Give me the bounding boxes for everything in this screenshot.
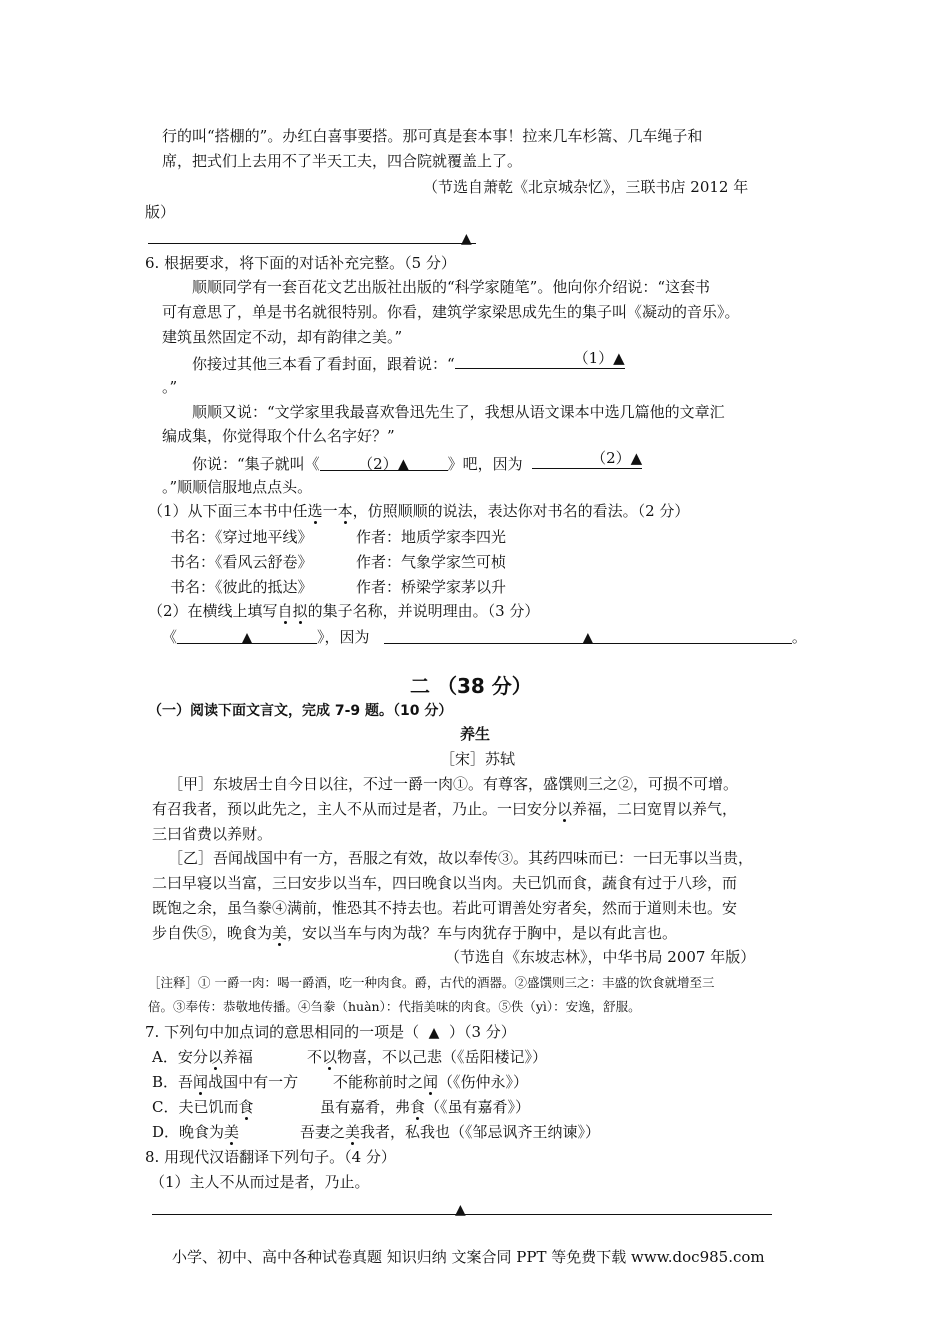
book-author: 作者：气象学家竺可桢 bbox=[356, 553, 507, 571]
classical-text: 二曰早寝以当富，三曰安步以当车，四曰晚食以当肉。夫已饥而食，蔬食有过于八珍，而 bbox=[152, 874, 738, 892]
passage-source: 版） bbox=[145, 203, 176, 221]
emphasis-char: 以 bbox=[557, 800, 573, 818]
classical-text bbox=[152, 922, 677, 944]
q6-paragraph: 顺顺又说：“文学家里我最喜欢鲁迅先生了，我想从语文课本中选几篇他的文章汇 bbox=[192, 403, 725, 421]
emphasis-char: 美 bbox=[272, 924, 288, 942]
emphasis-char: 本 bbox=[337, 502, 353, 520]
q6-text: 的集子名称，并说明理由。（3 分） bbox=[307, 602, 540, 620]
classical-text: 三曰省费以养财。 bbox=[152, 825, 273, 843]
book-name: 书名：《彼此的抵达》 bbox=[170, 578, 313, 596]
q7-text: ）（3 分） bbox=[448, 1023, 516, 1041]
text-source: （节选自《东坡志林》，中华书局 2007 年版） bbox=[445, 948, 756, 966]
q6-text: 你接过其他三本看了看封面 bbox=[192, 355, 373, 373]
option-text: （《虽有嘉肴》） bbox=[425, 1098, 531, 1116]
text-author: ［宋］苏轼 bbox=[440, 750, 516, 768]
emphasis-char: 闻 bbox=[193, 1073, 209, 1091]
question-8-title: 8. 用现代汉语翻译下列句子。（4 分） bbox=[145, 1148, 396, 1166]
option-text: 养福 bbox=[222, 1048, 253, 1066]
q6-paragraph: 编成集，你觉得取个什么名字好？” bbox=[162, 427, 395, 445]
question-7-title bbox=[145, 1021, 516, 1044]
book-author: 作者：地质学家李四光 bbox=[356, 528, 507, 546]
q6-text: ，仿照顺顺的说法，表达你对书名的看法。（2 分） bbox=[352, 502, 690, 520]
emphasis-char: 选 bbox=[307, 502, 323, 520]
passage-line: 席，把式们上去用不了半天工夫，四合院就覆盖上了。 bbox=[162, 152, 523, 170]
classical-segment: 养福，二曰宽胃以养气， bbox=[572, 800, 738, 818]
option-label: D． bbox=[152, 1123, 180, 1141]
q6-text: （2）在横线上填写 bbox=[148, 602, 278, 620]
answer-mark-icon: ▲ bbox=[241, 630, 253, 646]
q7-option-b[interactable] bbox=[152, 1071, 298, 1093]
q6-text: 》，因为 bbox=[317, 628, 370, 646]
q6-dialog-line bbox=[192, 351, 625, 375]
q6-answer-line bbox=[162, 626, 807, 648]
option-text: 不能称前时之 bbox=[333, 1073, 424, 1091]
option-text: 我者，私我也（《邹忌讽齐王纳谏》） bbox=[360, 1123, 601, 1141]
q7-option-a[interactable] bbox=[152, 1046, 253, 1068]
q7-option-d[interactable] bbox=[152, 1121, 239, 1143]
blank-1[interactable] bbox=[455, 351, 625, 369]
emphasis-char: 自 bbox=[277, 602, 293, 620]
q6-text: 》吧，因为 bbox=[447, 455, 523, 473]
passage-line: 行的叫“搭棚的”。办红白喜事要搭。那可真是套本事！拉来几车杉篙、几车绳子和 bbox=[162, 127, 703, 145]
classical-text: ［乙］吾闻战国中有一方，吾服之有效，故以奉传③。其药四味而已：一曰无事以当贵， bbox=[168, 849, 754, 867]
q6-paragraph: 顺顺同学有一套百花文艺出版社出版的“科学家随笔”。他向你介绍说：“这套书 bbox=[192, 278, 711, 296]
option-label: C． bbox=[152, 1098, 179, 1116]
option-text: 不 bbox=[307, 1048, 323, 1066]
emphasis-char: 以 bbox=[207, 1048, 223, 1066]
classical-segment: 步自佚⑤，晚食为 bbox=[152, 924, 273, 942]
book-name: 书名：《穿过地平线》 bbox=[170, 528, 313, 546]
q7-option-c[interactable] bbox=[152, 1096, 254, 1118]
emphasis-char: 食 bbox=[410, 1098, 426, 1116]
q7-option-a-compare bbox=[307, 1046, 547, 1068]
option-text: 晚食为 bbox=[179, 1123, 225, 1141]
option-text: 吾妻之 bbox=[300, 1123, 346, 1141]
q6-text: 一 bbox=[322, 502, 338, 520]
answer-mark-icon: ▲ bbox=[428, 1025, 440, 1041]
reason-blank[interactable] bbox=[384, 626, 792, 644]
option-text: 物喜，不以己悲（《岳阳楼记》） bbox=[337, 1048, 548, 1066]
q8-sub-1: （1）主人不从而过是者，乃止。 bbox=[150, 1173, 370, 1191]
option-text: 战国中有一方 bbox=[208, 1073, 299, 1091]
emphasis-char: 美 bbox=[224, 1123, 240, 1141]
book-author: 作者：桥梁学家茅以升 bbox=[356, 578, 507, 596]
collection-name-blank[interactable] bbox=[177, 626, 317, 644]
option-text: （《伤仲永》） bbox=[438, 1073, 529, 1091]
text-title: 养生 bbox=[460, 725, 491, 743]
option-text: 安分 bbox=[177, 1048, 208, 1066]
q6-paragraph: 建筑虽然固定不动，却有韵律之美。” bbox=[162, 328, 403, 346]
option-text: 虽有嘉肴，弗 bbox=[320, 1098, 411, 1116]
classical-text: 既饱之余，虽刍豢④满前，惟恐其不持去也。若此可谓善处穷者矣，然而于道则未也。安 bbox=[152, 899, 738, 917]
blank-2-label: （2）▲ bbox=[358, 455, 410, 473]
q6-sub-2 bbox=[148, 600, 539, 622]
option-text: 夫已饥而 bbox=[178, 1098, 239, 1116]
q6-text: ，跟着说：“ bbox=[372, 355, 455, 373]
q6-paragraph: 可有意思了，单是书名就很特别。你看，建筑学家梁思成先生的集子叫《凝动的音乐》。 bbox=[162, 303, 740, 321]
q6-dialog-line: 。” bbox=[162, 378, 178, 396]
blank-2-title[interactable] bbox=[320, 453, 448, 471]
annotation: ［注释］① 一爵一肉：喝一爵酒，吃一种肉食。爵，古代的酒器。②盛馔则三之：丰盛的饮食就增至三 bbox=[148, 975, 715, 990]
q6-text: （1）从下面三本书中任 bbox=[148, 502, 308, 520]
section-sub-heading: （一）阅读下面文言文，完成 7-9 题。（10 分） bbox=[148, 703, 453, 719]
blank-1-label: （1）▲ bbox=[573, 349, 625, 367]
answer-mark-icon: ▲ bbox=[455, 1202, 466, 1218]
blank-2-reason[interactable] bbox=[532, 451, 642, 469]
classical-segment: ，安以当车与肉为哉？车与肉犹存于胸中，是以有此言也。 bbox=[287, 924, 678, 942]
option-label: B． bbox=[152, 1073, 179, 1091]
answer-mark-icon: ▲ bbox=[461, 231, 472, 247]
q6-text: 。 bbox=[791, 628, 807, 646]
q7-option-d-compare bbox=[300, 1121, 600, 1143]
section-heading: 二 （38 分） bbox=[410, 674, 532, 698]
q7-option-b-compare bbox=[333, 1071, 528, 1093]
option-text: 吾 bbox=[178, 1073, 194, 1091]
classical-text bbox=[152, 798, 737, 820]
q6-text: 《 bbox=[162, 628, 178, 646]
emphasis-char: 闻 bbox=[423, 1073, 439, 1091]
emphasis-char: 食 bbox=[238, 1098, 254, 1116]
q7-option-c-compare bbox=[320, 1096, 530, 1118]
emphasis-char: 以 bbox=[322, 1048, 338, 1066]
answer-line[interactable] bbox=[148, 243, 476, 244]
q6-sub-1 bbox=[148, 500, 689, 522]
book-name: 书名：《看风云舒卷》 bbox=[170, 553, 313, 571]
q7-text: 7. 下列句中加点词的意思相同的一项是（ bbox=[145, 1023, 420, 1041]
passage-source: （节选自萧乾《北京城杂忆》，三联书店 2012 年 bbox=[423, 178, 749, 196]
question-6-title: 6. 根据要求，将下面的对话补充完整。（5 分） bbox=[145, 254, 456, 272]
classical-text: ［甲］东坡居士自今日以往，不过一爵一肉①。有尊客，盛馔则三之②，可损不可增。 bbox=[168, 775, 739, 793]
q6-dialog-line bbox=[192, 451, 642, 475]
answer-mark-icon: ▲ bbox=[582, 630, 594, 646]
page-footer: 小学、初中、高中各种试卷真题 知识归纳 文案合同 PPT 等免费下载 www.doc985.com bbox=[172, 1248, 765, 1266]
emphasis-char: 拟 bbox=[292, 602, 308, 620]
option-label: A． bbox=[152, 1048, 178, 1066]
q6-text: 你说：“集子就叫《 bbox=[192, 455, 320, 473]
emphasis-char: 美 bbox=[345, 1123, 361, 1141]
classical-segment: 有召我者，预以此先之，主人不从而过是者，乃止。一曰安分 bbox=[152, 800, 558, 818]
annotation: 倍。③奉传：恭敬地传播。④刍豢（huàn）：代指美味的肉食。⑤佚（yì）：安逸，舒服。 bbox=[148, 999, 641, 1014]
blank-2-label: （2）▲ bbox=[591, 449, 643, 467]
q6-dialog-line: 。”顺顺信服地点点头。 bbox=[162, 478, 313, 496]
